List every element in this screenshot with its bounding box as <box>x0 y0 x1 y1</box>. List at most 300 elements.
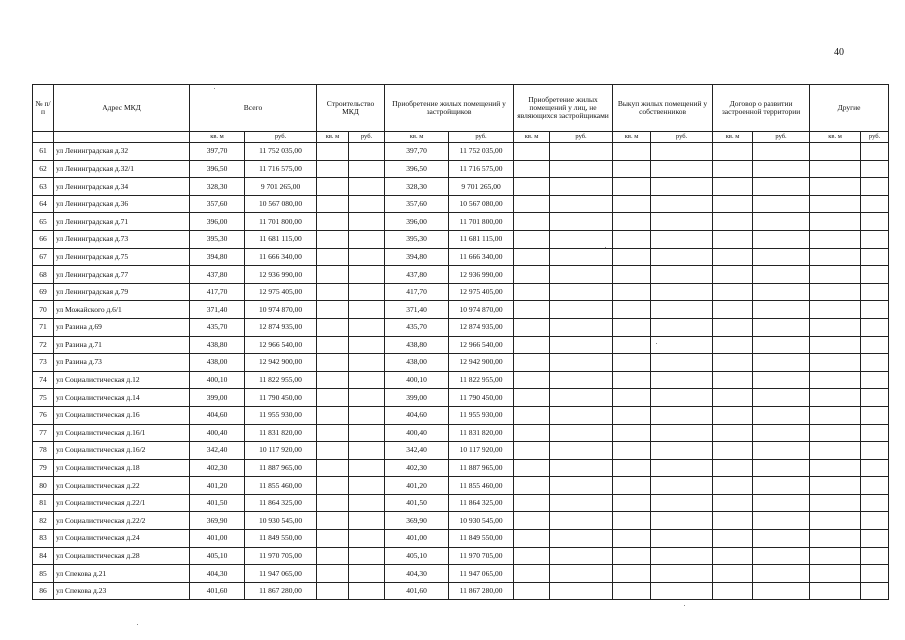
unit-rub: руб. <box>753 132 810 143</box>
row-number: 65 <box>33 213 54 231</box>
row-other-sum <box>861 406 889 424</box>
row-buyout-area <box>613 512 651 530</box>
row-total-sum: 10 930 545,00 <box>245 512 317 530</box>
row-other-sum <box>861 389 889 407</box>
row-other-sum <box>861 213 889 231</box>
row-non-developers-area <box>514 512 550 530</box>
row-buyout-sum <box>651 389 713 407</box>
row-construction-sum <box>349 406 385 424</box>
row-purchase-area: 401,60 <box>385 582 449 600</box>
row-purchase-sum: 10 930 545,00 <box>449 512 514 530</box>
row-territory-area <box>713 318 753 336</box>
row-construction-area <box>317 494 349 512</box>
row-non-developers-sum <box>550 371 613 389</box>
row-non-developers-area <box>514 195 550 213</box>
row-total-sum: 11 970 705,00 <box>245 547 317 565</box>
row-address: ул Ленинградская д.77 <box>54 266 190 284</box>
row-purchase-sum: 12 942 900,00 <box>449 354 514 372</box>
row-address: ул Социалистическая д.24 <box>54 530 190 548</box>
row-purchase-sum: 11 864 325,00 <box>449 494 514 512</box>
row-other-sum <box>861 266 889 284</box>
row-total-sum: 11 947 065,00 <box>245 565 317 583</box>
row-total-area: 401,00 <box>190 530 245 548</box>
row-buyout-area <box>613 248 651 266</box>
row-buyout-sum <box>651 530 713 548</box>
row-total-sum: 11 752 035,00 <box>245 143 317 161</box>
row-other-area <box>810 178 861 196</box>
header-row <box>33 85 889 132</box>
row-territory-sum <box>753 442 810 460</box>
row-address: ул Ленинградская д.75 <box>54 248 190 266</box>
row-other-area <box>810 477 861 495</box>
table-row <box>33 213 889 231</box>
row-total-sum: 11 887 965,00 <box>245 459 317 477</box>
row-number: 77 <box>33 424 54 442</box>
row-non-developers-area <box>514 283 550 301</box>
row-non-developers-sum <box>550 547 613 565</box>
row-other-sum <box>861 354 889 372</box>
row-construction-area <box>317 230 349 248</box>
row-construction-sum <box>349 195 385 213</box>
row-territory-area <box>713 266 753 284</box>
row-territory-sum <box>753 371 810 389</box>
unit-rub: руб. <box>861 132 889 143</box>
row-non-developers-area <box>514 477 550 495</box>
row-total-sum: 10 567 080,00 <box>245 195 317 213</box>
row-number: 66 <box>33 230 54 248</box>
row-non-developers-sum <box>550 389 613 407</box>
row-territory-area <box>713 530 753 548</box>
row-other-area <box>810 248 861 266</box>
row-territory-sum <box>753 283 810 301</box>
row-other-sum <box>861 248 889 266</box>
row-number: 67 <box>33 248 54 266</box>
row-construction-area <box>317 477 349 495</box>
row-territory-area <box>713 283 753 301</box>
row-purchase-sum: 11 701 800,00 <box>449 213 514 231</box>
page-number: 40 <box>834 47 844 58</box>
row-address: ул Ленинградская д.71 <box>54 213 190 231</box>
row-non-developers-area <box>514 406 550 424</box>
row-territory-area <box>713 178 753 196</box>
row-non-developers-sum <box>550 230 613 248</box>
row-address: ул Разина д.73 <box>54 354 190 372</box>
row-purchase-area: 435,70 <box>385 318 449 336</box>
table-row <box>33 459 889 477</box>
row-address: ул Ленинградская д.32 <box>54 143 190 161</box>
row-buyout-sum <box>651 336 713 354</box>
row-territory-area <box>713 230 753 248</box>
row-other-area <box>810 336 861 354</box>
row-territory-area <box>713 389 753 407</box>
row-purchase-area: 401,00 <box>385 530 449 548</box>
row-buyout-sum <box>651 354 713 372</box>
row-address: ул Ленинградская д.79 <box>54 283 190 301</box>
row-buyout-area <box>613 530 651 548</box>
row-purchase-sum: 11 867 280,00 <box>449 582 514 600</box>
row-construction-area <box>317 512 349 530</box>
row-purchase-sum: 12 936 990,00 <box>449 266 514 284</box>
row-address: ул Социалистическая д.16/1 <box>54 424 190 442</box>
table-row <box>33 354 889 372</box>
row-territory-area <box>713 248 753 266</box>
unit-sqm: кв. м <box>190 132 245 143</box>
row-total-area: 394,80 <box>190 248 245 266</box>
row-territory-area <box>713 336 753 354</box>
row-buyout-sum <box>651 178 713 196</box>
row-buyout-sum <box>651 459 713 477</box>
row-other-sum <box>861 494 889 512</box>
row-non-developers-area <box>514 160 550 178</box>
row-non-developers-area <box>514 213 550 231</box>
row-purchase-area: 397,70 <box>385 143 449 161</box>
row-non-developers-sum <box>550 477 613 495</box>
row-number: 82 <box>33 512 54 530</box>
row-purchase-sum: 12 874 935,00 <box>449 318 514 336</box>
row-non-developers-area <box>514 336 550 354</box>
row-purchase-sum: 11 970 705,00 <box>449 547 514 565</box>
row-number: 74 <box>33 371 54 389</box>
row-other-area <box>810 530 861 548</box>
row-buyout-sum <box>651 406 713 424</box>
row-construction-area <box>317 213 349 231</box>
row-buyout-sum <box>651 565 713 583</box>
col-row-number: № п/п <box>33 85 54 132</box>
row-construction-area <box>317 195 349 213</box>
row-total-sum: 12 966 540,00 <box>245 336 317 354</box>
row-address: ул Ленинградская д.36 <box>54 195 190 213</box>
row-territory-sum <box>753 230 810 248</box>
row-construction-area <box>317 459 349 477</box>
row-purchase-sum: 11 752 035,00 <box>449 143 514 161</box>
row-non-developers-area <box>514 565 550 583</box>
row-non-developers-area <box>514 582 550 600</box>
row-construction-sum <box>349 213 385 231</box>
col-address: Адрес МКД <box>54 85 190 132</box>
row-buyout-area <box>613 160 651 178</box>
unit-rub: руб. <box>651 132 713 143</box>
row-other-sum <box>861 195 889 213</box>
row-total-area: 401,20 <box>190 477 245 495</box>
unit-rub: руб. <box>550 132 613 143</box>
row-total-sum: 11 955 930,00 <box>245 406 317 424</box>
row-construction-sum <box>349 494 385 512</box>
row-purchase-sum: 11 831 820,00 <box>449 424 514 442</box>
row-construction-area <box>317 160 349 178</box>
row-other-sum <box>861 336 889 354</box>
row-territory-area <box>713 424 753 442</box>
row-number: 81 <box>33 494 54 512</box>
table-row <box>33 582 889 600</box>
row-construction-sum <box>349 547 385 565</box>
row-non-developers-sum <box>550 406 613 424</box>
row-number: 63 <box>33 178 54 196</box>
row-territory-sum <box>753 336 810 354</box>
row-purchase-sum: 12 966 540,00 <box>449 336 514 354</box>
row-non-developers-area <box>514 143 550 161</box>
row-purchase-area: 395,30 <box>385 230 449 248</box>
row-construction-sum <box>349 301 385 319</box>
row-territory-area <box>713 477 753 495</box>
row-buyout-area <box>613 230 651 248</box>
row-number: 85 <box>33 565 54 583</box>
table-row <box>33 565 889 583</box>
row-total-sum: 11 716 575,00 <box>245 160 317 178</box>
row-non-developers-area <box>514 178 550 196</box>
row-buyout-sum <box>651 230 713 248</box>
row-address: ул Социалистическая д.14 <box>54 389 190 407</box>
row-construction-area <box>317 389 349 407</box>
row-purchase-area: 371,40 <box>385 301 449 319</box>
row-non-developers-sum <box>550 266 613 284</box>
row-address: ул Социалистическая д.22/1 <box>54 494 190 512</box>
row-total-area: 435,70 <box>190 318 245 336</box>
row-purchase-area: 401,20 <box>385 477 449 495</box>
row-non-developers-sum <box>550 301 613 319</box>
row-other-area <box>810 213 861 231</box>
row-total-sum: 10 974 870,00 <box>245 301 317 319</box>
row-construction-sum <box>349 283 385 301</box>
row-territory-area <box>713 459 753 477</box>
row-territory-sum <box>753 565 810 583</box>
row-construction-area <box>317 582 349 600</box>
row-territory-sum <box>753 160 810 178</box>
row-territory-sum <box>753 477 810 495</box>
row-other-area <box>810 230 861 248</box>
col-purchase-non-developers: Приобретение жилых помещений у лиц, не являющихся застройщиками <box>514 85 613 132</box>
row-other-sum <box>861 582 889 600</box>
units-row <box>33 132 889 143</box>
row-territory-sum <box>753 424 810 442</box>
row-construction-sum <box>349 266 385 284</box>
row-construction-area <box>317 336 349 354</box>
row-purchase-sum: 11 790 450,00 <box>449 389 514 407</box>
row-non-developers-sum <box>550 248 613 266</box>
row-territory-area <box>713 442 753 460</box>
row-other-sum <box>861 424 889 442</box>
row-non-developers-area <box>514 301 550 319</box>
table-row <box>33 477 889 495</box>
row-other-sum <box>861 318 889 336</box>
row-other-area <box>810 547 861 565</box>
row-buyout-sum <box>651 547 713 565</box>
row-non-developers-sum <box>550 143 613 161</box>
row-territory-sum <box>753 178 810 196</box>
row-non-developers-sum <box>550 354 613 372</box>
row-address: ул Социалистическая д.18 <box>54 459 190 477</box>
col-other: Другие <box>810 85 889 132</box>
unit-sqm: кв. м <box>613 132 651 143</box>
row-non-developers-area <box>514 354 550 372</box>
row-construction-sum <box>349 178 385 196</box>
unit-rub: руб. <box>349 132 385 143</box>
row-purchase-area: 401,50 <box>385 494 449 512</box>
row-territory-sum <box>753 266 810 284</box>
row-number: 71 <box>33 318 54 336</box>
row-buyout-sum <box>651 477 713 495</box>
row-construction-sum <box>349 424 385 442</box>
table-row <box>33 406 889 424</box>
row-purchase-area: 342,40 <box>385 442 449 460</box>
row-construction-sum <box>349 512 385 530</box>
row-territory-area <box>713 512 753 530</box>
row-construction-area <box>317 565 349 583</box>
row-construction-sum <box>349 530 385 548</box>
row-other-area <box>810 582 861 600</box>
row-total-area: 357,60 <box>190 195 245 213</box>
row-total-area: 437,80 <box>190 266 245 284</box>
row-address: ул Спекова д.21 <box>54 565 190 583</box>
col-total: Всего <box>190 85 317 132</box>
row-number: 69 <box>33 283 54 301</box>
row-number: 78 <box>33 442 54 460</box>
row-non-developers-area <box>514 248 550 266</box>
unit-sqm: кв. м <box>810 132 861 143</box>
row-territory-sum <box>753 195 810 213</box>
row-other-area <box>810 160 861 178</box>
row-non-developers-area <box>514 530 550 548</box>
row-territory-area <box>713 213 753 231</box>
row-other-sum <box>861 160 889 178</box>
row-other-sum <box>861 547 889 565</box>
row-non-developers-area <box>514 459 550 477</box>
row-construction-sum <box>349 230 385 248</box>
row-buyout-area <box>613 582 651 600</box>
row-purchase-area: 404,60 <box>385 406 449 424</box>
row-construction-area <box>317 178 349 196</box>
row-construction-area <box>317 406 349 424</box>
units-blank <box>54 132 190 143</box>
row-buyout-area <box>613 547 651 565</box>
col-construction: Строительство МКД <box>317 85 385 132</box>
row-territory-sum <box>753 547 810 565</box>
row-number: 64 <box>33 195 54 213</box>
row-buyout-sum <box>651 442 713 460</box>
row-buyout-sum <box>651 248 713 266</box>
row-other-sum <box>861 178 889 196</box>
row-total-sum: 12 975 405,00 <box>245 283 317 301</box>
units-blank <box>33 132 54 143</box>
row-buyout-area <box>613 459 651 477</box>
table-row <box>33 442 889 460</box>
row-buyout-area <box>613 213 651 231</box>
row-non-developers-sum <box>550 213 613 231</box>
row-address: ул Спекова д.23 <box>54 582 190 600</box>
row-territory-area <box>713 371 753 389</box>
row-other-sum <box>861 530 889 548</box>
row-purchase-area: 438,80 <box>385 336 449 354</box>
row-buyout-sum <box>651 213 713 231</box>
row-construction-sum <box>349 389 385 407</box>
row-address: ул Социалистическая д.22/2 <box>54 512 190 530</box>
row-other-sum <box>861 230 889 248</box>
row-construction-sum <box>349 318 385 336</box>
row-purchase-sum: 10 117 920,00 <box>449 442 514 460</box>
row-other-sum <box>861 459 889 477</box>
row-construction-area <box>317 301 349 319</box>
row-address: ул Социалистическая д.16 <box>54 406 190 424</box>
row-other-area <box>810 442 861 460</box>
row-other-area <box>810 143 861 161</box>
table-row <box>33 230 889 248</box>
row-total-sum: 11 867 280,00 <box>245 582 317 600</box>
row-construction-area <box>317 530 349 548</box>
row-buyout-sum <box>651 160 713 178</box>
row-construction-area <box>317 143 349 161</box>
row-construction-area <box>317 354 349 372</box>
row-non-developers-area <box>514 547 550 565</box>
row-total-area: 404,30 <box>190 565 245 583</box>
row-non-developers-sum <box>550 459 613 477</box>
row-construction-sum <box>349 442 385 460</box>
row-number: 68 <box>33 266 54 284</box>
row-buyout-area <box>613 195 651 213</box>
row-purchase-area: 394,80 <box>385 248 449 266</box>
row-address: ул Социалистическая д.16/2 <box>54 442 190 460</box>
row-purchase-sum: 11 666 340,00 <box>449 248 514 266</box>
unit-sqm: кв. м <box>713 132 753 143</box>
row-non-developers-sum <box>550 178 613 196</box>
row-non-developers-area <box>514 424 550 442</box>
row-other-area <box>810 318 861 336</box>
row-buyout-sum <box>651 494 713 512</box>
row-number: 83 <box>33 530 54 548</box>
table-row <box>33 389 889 407</box>
row-total-sum: 11 864 325,00 <box>245 494 317 512</box>
row-total-area: 438,00 <box>190 354 245 372</box>
row-other-area <box>810 266 861 284</box>
row-other-area <box>810 371 861 389</box>
row-total-area: 369,90 <box>190 512 245 530</box>
row-other-sum <box>861 143 889 161</box>
row-total-area: 400,40 <box>190 424 245 442</box>
row-territory-area <box>713 160 753 178</box>
row-total-area: 417,70 <box>190 283 245 301</box>
row-buyout-area <box>613 354 651 372</box>
row-purchase-area: 438,00 <box>385 354 449 372</box>
table-row <box>33 248 889 266</box>
row-total-area: 400,10 <box>190 371 245 389</box>
row-buyout-sum <box>651 301 713 319</box>
unit-sqm: кв. м <box>317 132 349 143</box>
row-non-developers-area <box>514 230 550 248</box>
row-buyout-area <box>613 336 651 354</box>
row-non-developers-sum <box>550 424 613 442</box>
row-construction-sum <box>349 565 385 583</box>
unit-sqm: кв. м <box>514 132 550 143</box>
row-number: 61 <box>33 143 54 161</box>
row-other-sum <box>861 442 889 460</box>
row-buyout-area <box>613 178 651 196</box>
row-other-area <box>810 565 861 583</box>
row-non-developers-sum <box>550 530 613 548</box>
row-territory-area <box>713 565 753 583</box>
row-territory-sum <box>753 582 810 600</box>
row-address: ул Ленинградская д.34 <box>54 178 190 196</box>
table-row <box>33 266 889 284</box>
row-total-sum: 9 701 265,00 <box>245 178 317 196</box>
table-row <box>33 143 889 161</box>
row-other-sum <box>861 477 889 495</box>
row-total-area: 402,30 <box>190 459 245 477</box>
row-construction-area <box>317 547 349 565</box>
row-construction-sum <box>349 354 385 372</box>
row-address: ул Разина д.71 <box>54 336 190 354</box>
row-other-sum <box>861 283 889 301</box>
row-purchase-area: 396,50 <box>385 160 449 178</box>
row-buyout-area <box>613 424 651 442</box>
row-other-area <box>810 301 861 319</box>
